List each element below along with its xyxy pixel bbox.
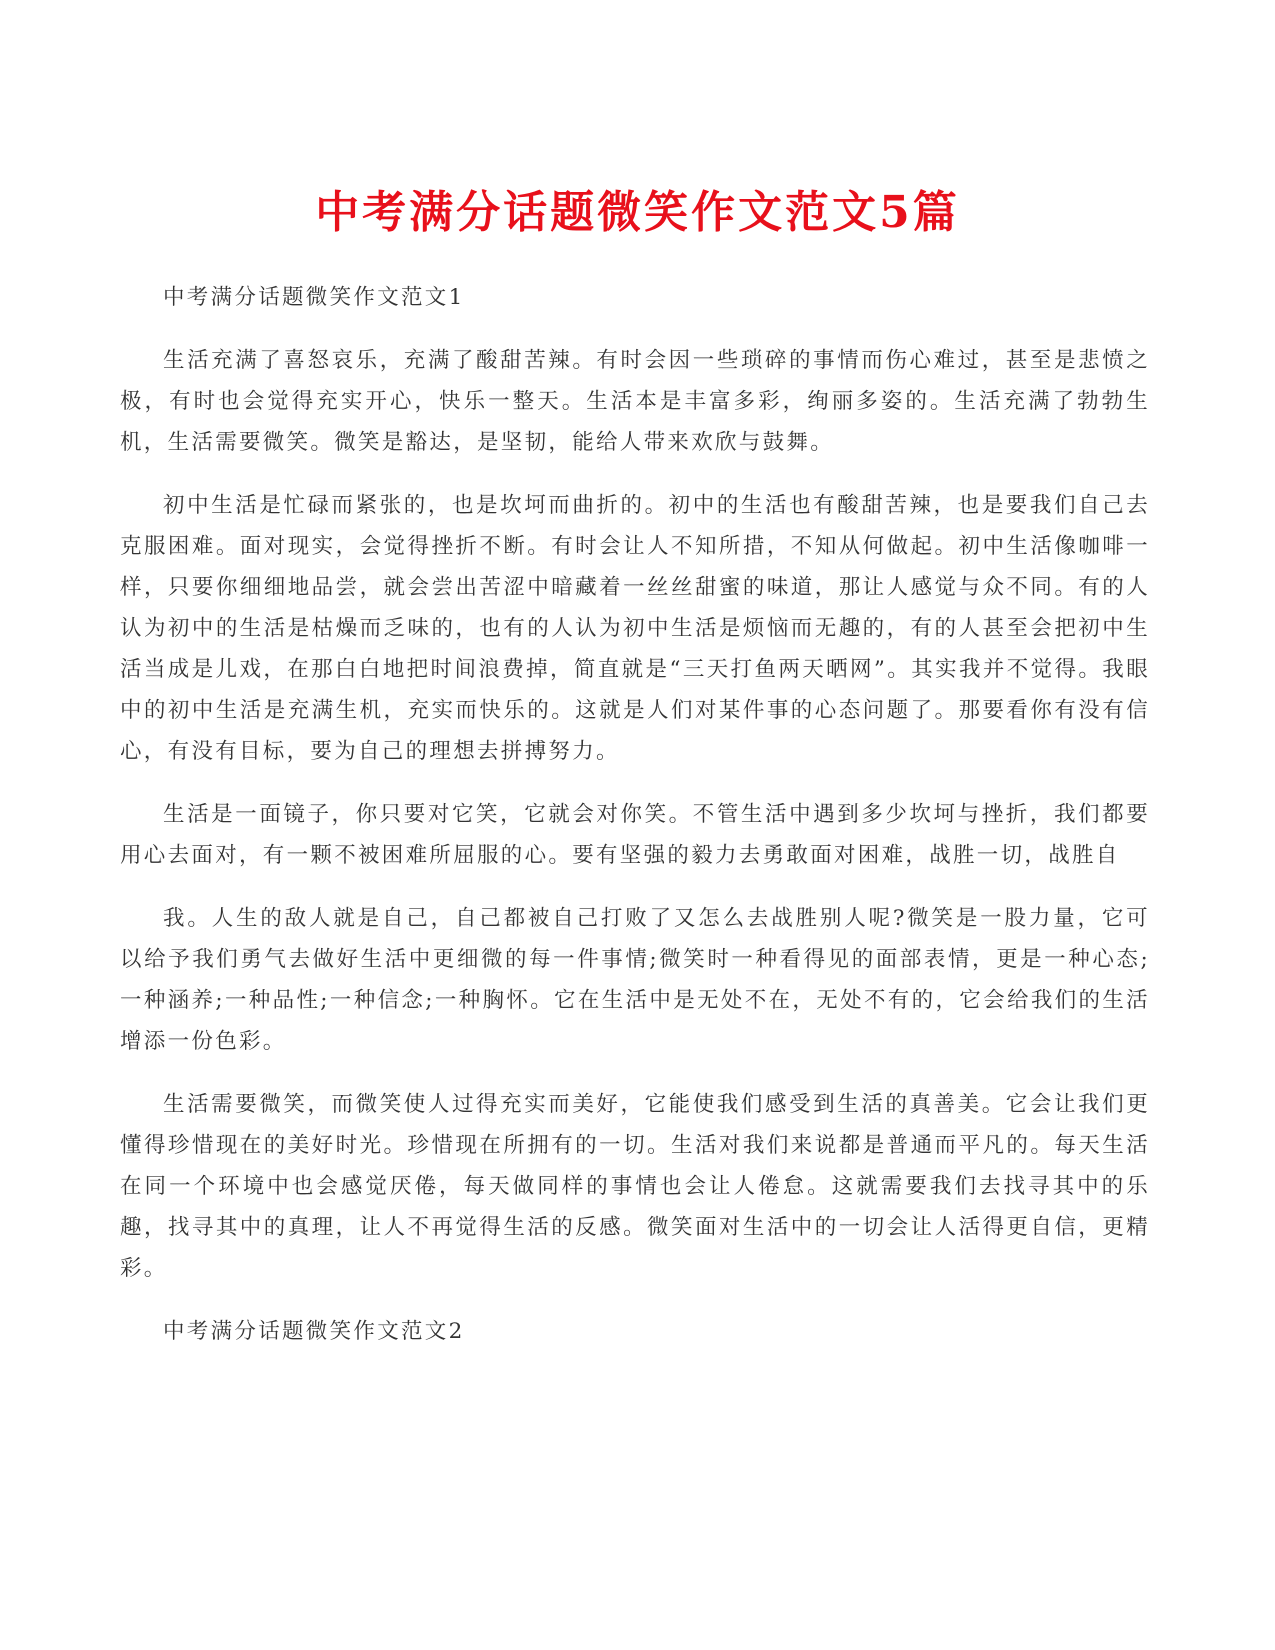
- section-heading-essay-1: 中考满分话题微笑作文范文1: [163, 285, 465, 310]
- paragraph-3: 生活是一面镜子，你只要对它笑，它就会对你笑。不管生活中遇到多少坎坷与挫折，我们都要用心去面对，有一颗不被困难所屈服的心。要有坚强的毅力去勇敢面对困难，战胜一切，战胜自: [120, 802, 1150, 868]
- paragraph-1: 生活充满了喜怒哀乐，充满了酸甜苦辣。有时会因一些琐碎的事情而伤心难过，甚至是悲愤之极，有时也会觉得充实开心，快乐一整天。生活本是丰富多彩，绚丽多姿的。生活充满了勃勃生机，生活需要微笑。微笑是豁达，是坚韧，能给人带来欢欣与鼓舞。: [120, 348, 1150, 455]
- paragraph-2: 初中生活是忙碌而紧张的，也是坎坷而曲折的。初中的生活也有酸甜苦辣，也是要我们自己去克服困难。面对现实，会觉得挫折不断。有时会让人不知所措，不知从何做起。初中生活像咖啡一样，只要你细细地品尝，就会尝出苦涩中暗藏着一丝丝甜蜜的味道，那让人感觉与众不同。有的人认为初中的生活是枯燥而乏味的，也有的人认为初中生活是烦恼而无趣的，有的人甚至会把初中生活当成是儿戏，在那白白地把时间浪费掉，简直就是“三天打鱼两天晒网”。其实我并不觉得。我眼中的初中生活是充满生机，充实而快乐的。这就是人们对某件事的心态问题了。那要看你有没有信心，有没有目标，要为自己的理想去拼搏努力。: [120, 493, 1150, 764]
- paragraph-5: 生活需要微笑，而微笑使人过得充实而美好，它能使我们感受到生活的真善美。它会让我们更懂得珍惜现在的美好时光。珍惜现在所拥有的一切。生活对我们来说都是普通而平凡的。每天生活在同一个环境中也会感觉厌倦，每天做同样的事情也会让人倦怠。这就需要我们去找寻其中的乐趣，找寻其中的真理，让人不再觉得生活的反感。微笑面对生活中的一切会让人活得更自信，更精彩。: [120, 1092, 1150, 1281]
- document-title: 中考满分话题微笑作文范文5篇: [315, 187, 960, 238]
- paragraph-4: 我。人生的敌人就是自己，自己都被自己打败了又怎么去战胜别人呢?微笑是一股力量，它可以给予我们勇气去做好生活中更细微的每一件事情;微笑时一种看得见的面部表情，更是一种心态;一种涵养;一种品性;一种信念;一种胸怀。它在生活中是无处不在，无处不有的，它会给我们的生活增添一份色彩。: [120, 906, 1150, 1054]
- section-heading-essay-2: 中考满分话题微笑作文范文2: [163, 1319, 465, 1344]
- document-body: [120, 277, 1150, 1374]
